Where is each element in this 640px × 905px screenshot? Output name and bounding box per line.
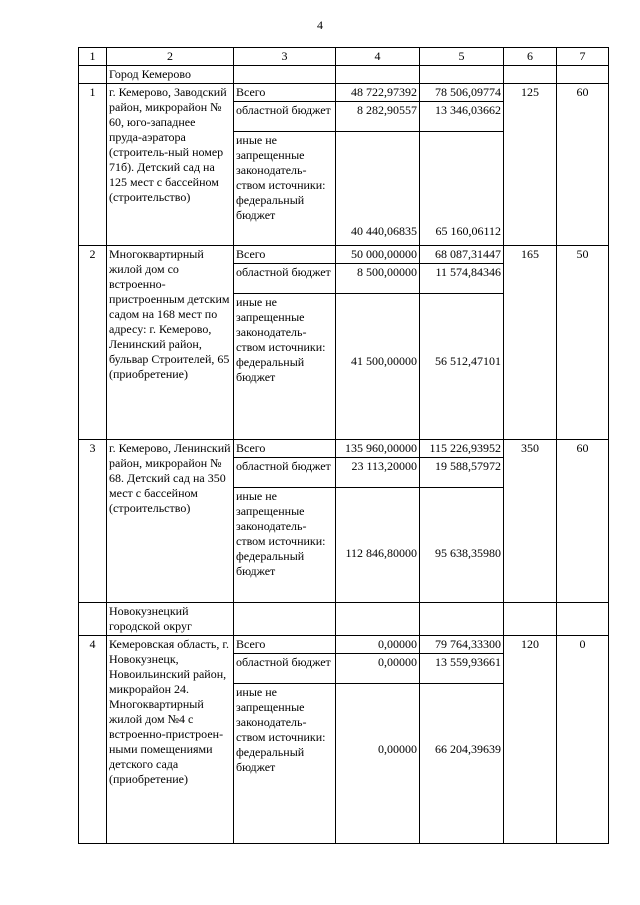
column-header: 5	[420, 48, 504, 66]
col4-other: 41 500,00000	[336, 294, 420, 440]
col5-regional: 19 588,57972	[420, 458, 504, 488]
section-row	[79, 66, 609, 84]
source-regional: областной бюджет	[234, 264, 336, 294]
col4-regional: 23 113,20000	[336, 458, 420, 488]
row-number: 4	[79, 636, 107, 844]
source-regional: областной бюджет	[234, 102, 336, 132]
table-row	[79, 84, 609, 102]
col4-total: 48 722,97392	[336, 84, 420, 102]
section-title: Город Кемерово	[107, 66, 234, 84]
col7-value: 60	[557, 84, 609, 246]
column-header: 1	[79, 48, 107, 66]
col4-total: 135 960,00000	[336, 440, 420, 458]
source-other: иные не запрещенные законодатель-ством источники: федеральный бюджет	[234, 132, 336, 246]
source-other: иные не запрещенные законодатель-ством источники: федеральный бюджет	[234, 684, 336, 844]
row-number: 3	[79, 440, 107, 603]
col4-other: 112 846,80000	[336, 488, 420, 603]
col7-value: 60	[557, 440, 609, 603]
source-total: Всего	[234, 84, 336, 102]
col5-other: 56 512,47101	[420, 294, 504, 440]
col5-total: 68 087,31447	[420, 246, 504, 264]
funding-table	[78, 47, 609, 844]
column-header: 3	[234, 48, 336, 66]
source-total: Всего	[234, 246, 336, 264]
col5-total: 78 506,09774	[420, 84, 504, 102]
col6-value: 120	[504, 636, 557, 844]
row-number: 1	[79, 84, 107, 246]
col5-other: 66 204,39639	[420, 684, 504, 844]
table-row	[79, 246, 609, 264]
col5-other: 65 160,06112	[420, 132, 504, 246]
col4-regional: 8 282,90557	[336, 102, 420, 132]
row-number: 2	[79, 246, 107, 440]
col7-value: 50	[557, 246, 609, 440]
section-title: Новокузнецкий городской округ	[107, 603, 234, 636]
column-header: 4	[336, 48, 420, 66]
source-regional: областной бюджет	[234, 654, 336, 684]
column-header: 7	[557, 48, 609, 66]
col5-regional: 13 559,93661	[420, 654, 504, 684]
source-total: Всего	[234, 440, 336, 458]
col7-value: 0	[557, 636, 609, 844]
col6-value: 165	[504, 246, 557, 440]
col5-regional: 13 346,03662	[420, 102, 504, 132]
col4-other: 40 440,06835	[336, 132, 420, 246]
object-description: Кемеровская область, г. Новокузнецк, Новоильинский район, микрорайон 24. Многоквартирный жилой дом №4 с встроенно-пристроен-ными помещениями детского сада (приобретение)	[107, 636, 234, 844]
col5-other: 95 638,35980	[420, 488, 504, 603]
object-description: г. Кемерово, Ленинский район, микрорайон № 68. Детский сад на 350 мест с бассейном (строительство)	[107, 440, 234, 603]
col5-total: 79 764,33300	[420, 636, 504, 654]
column-header: 6	[504, 48, 557, 66]
object-description: г. Кемерово, Заводский район, микрорайон № 60, юго-западнее пруда-аэратора (строитель-ный номер 71б). Детский сад на 125 мест с бассейном (строительство)	[107, 84, 234, 246]
table-row	[79, 440, 609, 458]
col5-regional: 11 574,84346	[420, 264, 504, 294]
col4-other: 0,00000	[336, 684, 420, 844]
source-other: иные не запрещенные законодатель-ством источники: федеральный бюджет	[234, 488, 336, 603]
table-row	[79, 636, 609, 654]
object-description: Многоквартирный жилой дом со встроенно-пристроенным детским садом на 168 мест по адресу: г. Кемерово, Ленинский район, бульвар Строителей, 65 (приобретение)	[107, 246, 234, 440]
source-total: Всего	[234, 636, 336, 654]
col6-value: 350	[504, 440, 557, 603]
col4-total: 50 000,00000	[336, 246, 420, 264]
col6-value: 125	[504, 84, 557, 246]
col4-regional: 0,00000	[336, 654, 420, 684]
page-number: 4	[317, 18, 323, 32]
section-row	[79, 603, 609, 636]
source-regional: областной бюджет	[234, 458, 336, 488]
col5-total: 115 226,93952	[420, 440, 504, 458]
col4-regional: 8 500,00000	[336, 264, 420, 294]
col4-total: 0,00000	[336, 636, 420, 654]
source-other: иные не запрещенные законодатель-ством источники: федеральный бюджет	[234, 294, 336, 440]
column-header-row	[79, 48, 609, 66]
column-header: 2	[107, 48, 234, 66]
